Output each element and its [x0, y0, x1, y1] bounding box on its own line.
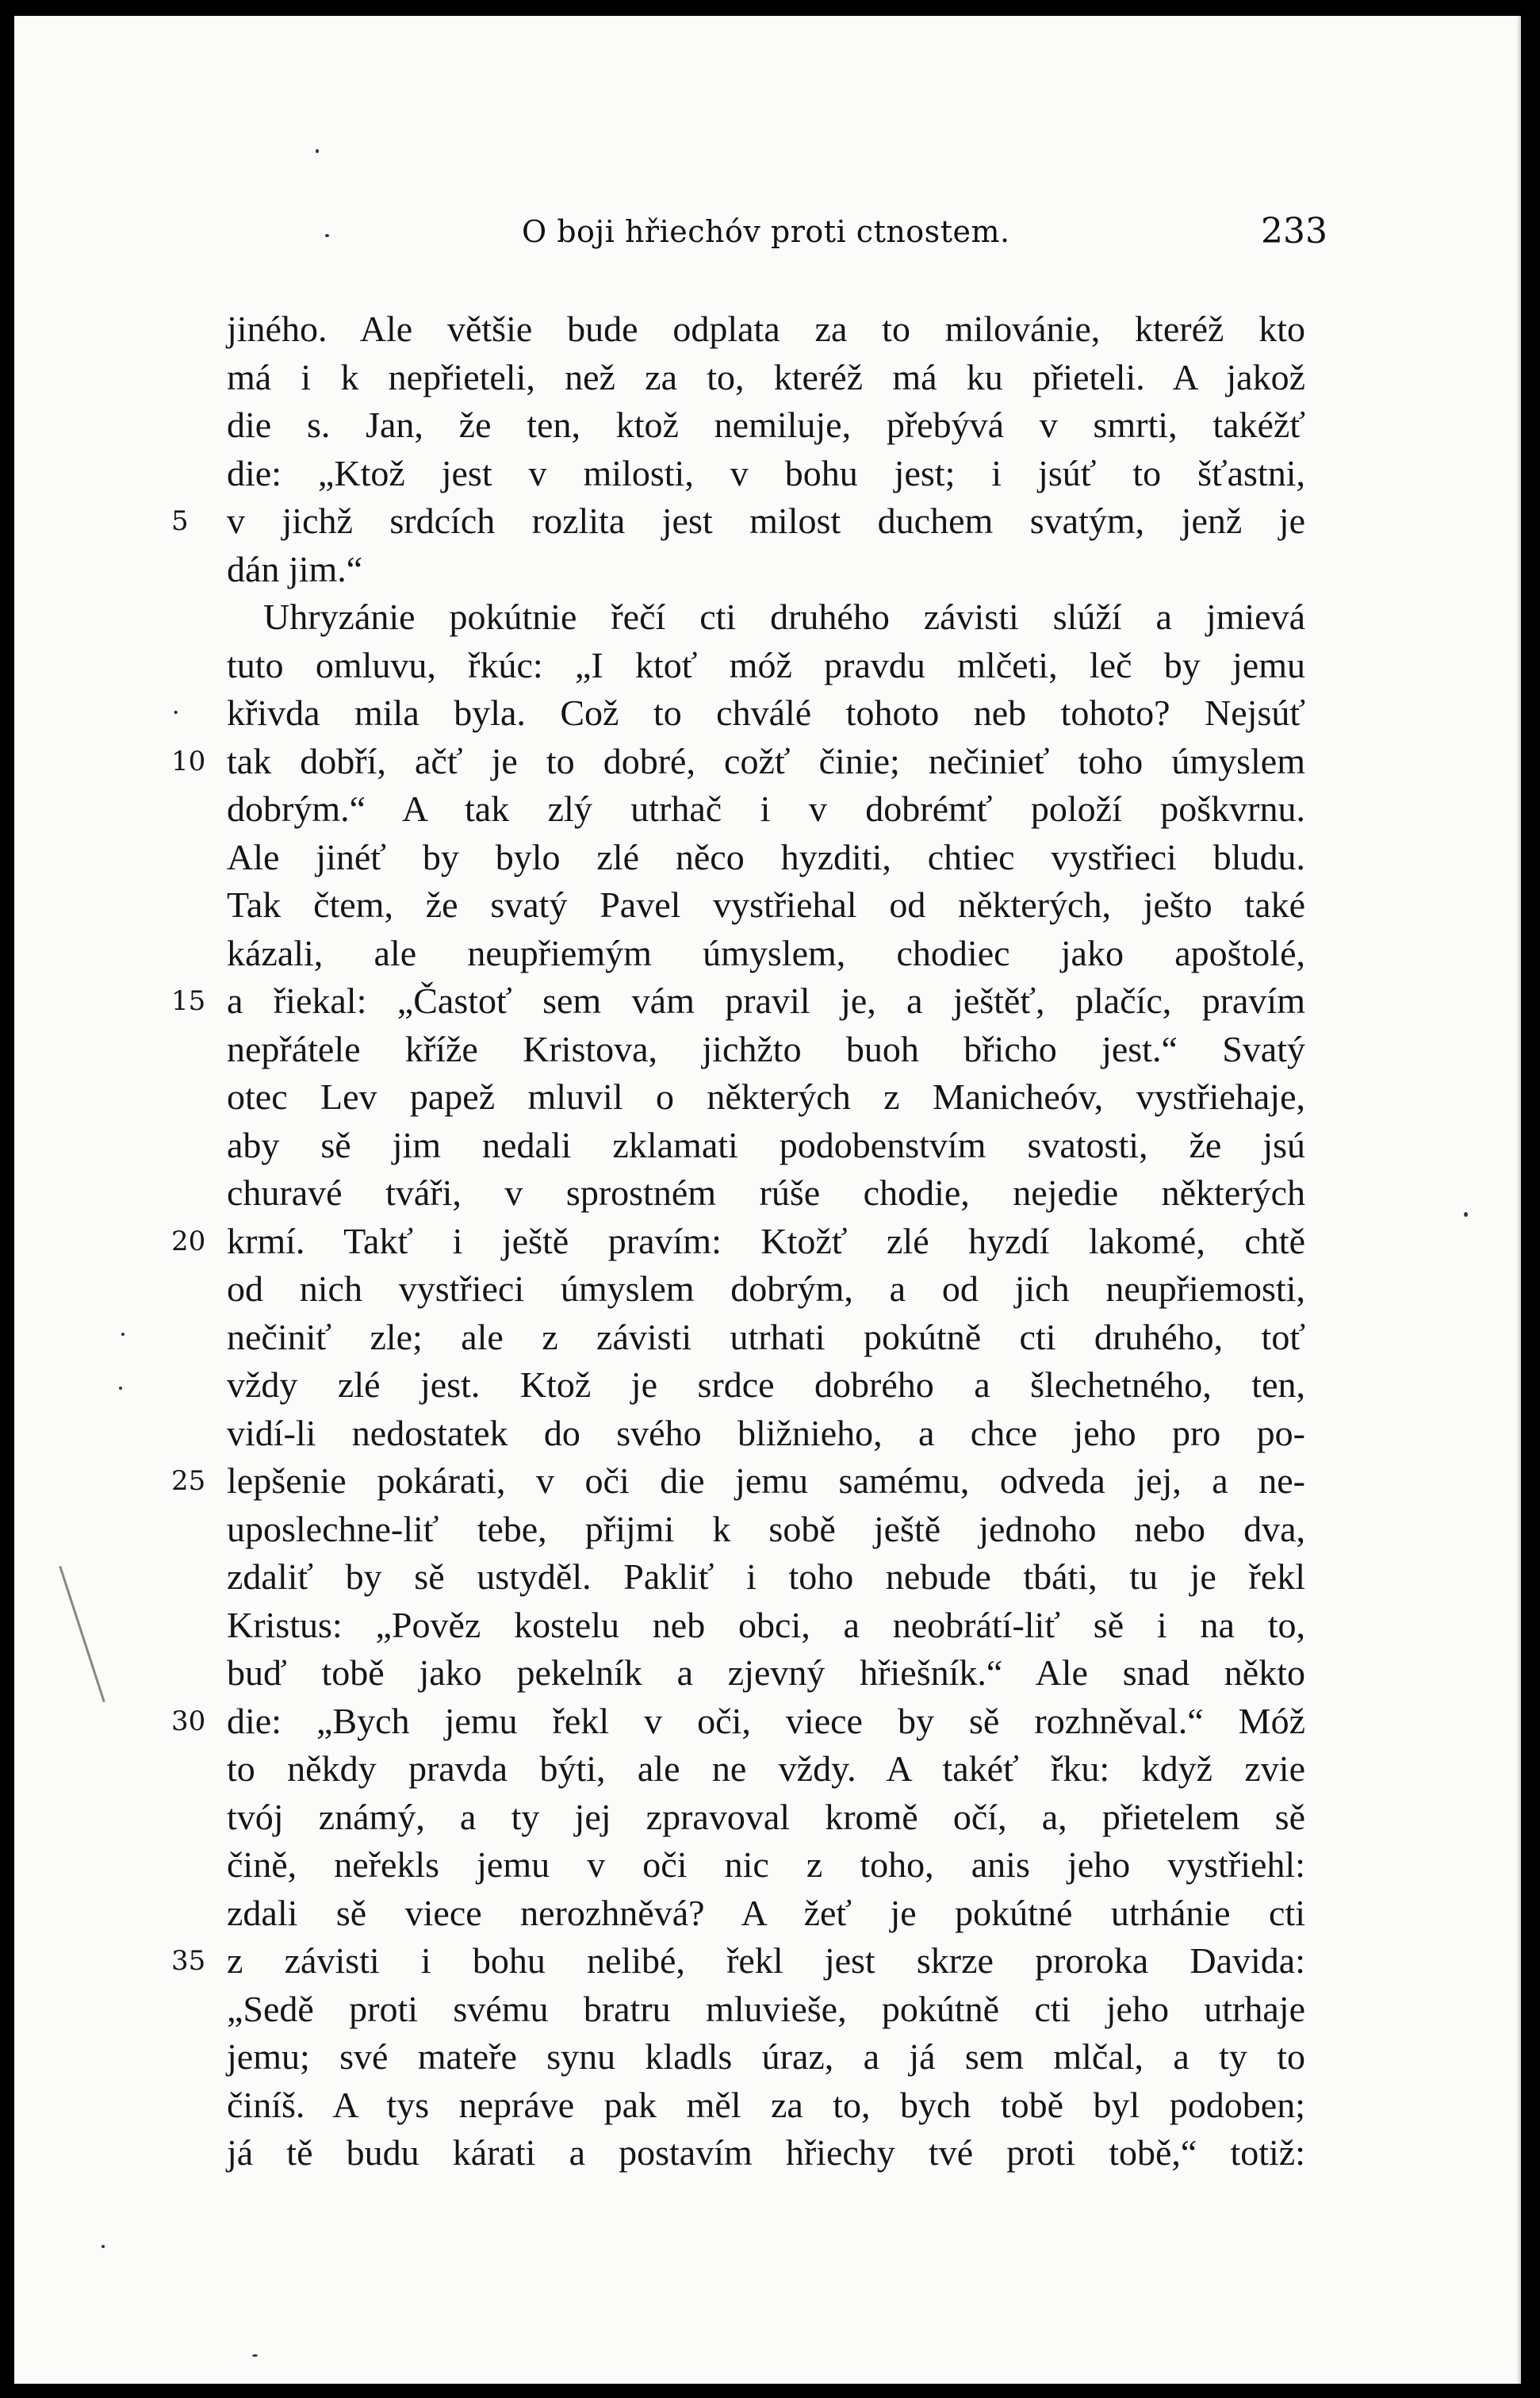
text-line: zdaliť by sě ustyděl. Pakliť i toho nebude tbáti, tu je řekl — [227, 1556, 1305, 1597]
text-line: nečiniť zle; ale z závisti utrhati pokútně cti druhého, toť — [227, 1316, 1305, 1357]
text-line: dán jim.“ — [227, 548, 363, 589]
scan-speck — [252, 2354, 258, 2357]
text-line-content: z závisti i bohu nelibé, řekl jest skrze proroka Davida: — [227, 1940, 1305, 1981]
text-line: činíš. A tys nepráve pak měl za to, bych tobě byl podoben; — [227, 2084, 1305, 2125]
body-text — [171, 305, 1305, 2177]
text-line: čině, neřekls jemu v oči nic z toho, anis jeho vystřiehl: — [227, 1844, 1305, 1885]
scan-speck — [121, 1333, 125, 1336]
text-line-content: krmí. Takť i ještě pravím: Ktožť zlé hyzdí lakomé, chtě — [227, 1220, 1305, 1261]
text-line-content: tak dobří, ačť je to dobré, cožť činie; nečinieť toho úmyslem — [227, 740, 1305, 781]
text-line: má i k nepřieteli, než za to, kteréž má ku přieteli. A jakož — [227, 356, 1305, 397]
scan-speck — [325, 234, 329, 237]
scan-speck — [119, 1387, 122, 1390]
line-number: 30 — [171, 1705, 206, 1737]
text-line-10 — [171, 738, 1305, 786]
text-line: nepřátele kříže Kristova, jichžto buoh břicho jest.“ Svatý — [227, 1028, 1305, 1069]
text-line: zdali sě viece nerozhněvá? A žeť je pokútné utrhánie cti — [227, 1892, 1305, 1933]
line-number: 35 — [171, 1945, 206, 1977]
text-line: Uhryzánie pokútnie řečí cti druhého závisti slúží a jmievá — [263, 597, 1305, 637]
text-line: já tě budu kárati a postavím hřiechy tvé proti tobě,“ totiž: — [227, 2132, 1305, 2173]
text-line: „Sedě proti svému bratru mluvieše, pokútně cti jeho utrhaje — [227, 1988, 1305, 2029]
text-line-5 — [171, 497, 1305, 546]
text-line-30 — [171, 1698, 1305, 1746]
scan-speck — [1464, 1212, 1468, 1217]
text-line: buď tobě jako pekelník a zjevný hřiešník.“ Ale snad někto — [227, 1652, 1305, 1693]
text-line: od nich vystřieci úmyslem dobrým, a od jich neupřiemosti, — [227, 1268, 1305, 1309]
line-number: 25 — [171, 1465, 206, 1497]
scan-speck — [316, 149, 319, 153]
scan-speck — [102, 2245, 105, 2248]
text-line — [171, 689, 1305, 738]
text-line: churavé tváři, v sprostném rúše chodie, nejedie některých — [227, 1172, 1305, 1213]
text-line: aby sě jim nedali zklamati podobenstvím svatosti, že jsú — [227, 1124, 1305, 1165]
text-line: kázali, ale neupřiemým úmyslem, chodiec jako apoštolé, — [227, 932, 1305, 973]
book-page — [14, 16, 1521, 2384]
text-line-content: die: „Bych jemu řekl v oči, viece by sě rozhněval.“ Móž — [227, 1700, 1305, 1741]
text-line: otec Lev papež mluvil o některých z Manicheóv, vystřiehaje, — [227, 1076, 1305, 1117]
text-line: to někdy pravda býti, ale ne vždy. A takéť řku: když zvie — [227, 1748, 1305, 1789]
line-number: 10 — [171, 745, 206, 777]
text-line-content: a řiekal: „Častoť sem vám pravil je, a ještěť, plačíc, pravím — [227, 980, 1305, 1021]
text-line: jemu; své mateře synu kladls úraz, a já sem mlčal, a ty to — [227, 2036, 1305, 2077]
line-number: 15 — [171, 985, 206, 1017]
text-line: tuto omluvu, řkúc: „I ktoť móž pravdu mlčeti, leč by jemu — [227, 644, 1305, 685]
text-line-25 — [171, 1457, 1305, 1506]
text-line: Ale jinéť by bylo zlé něco hyzditi, chtiec vystřieci bludu. — [227, 836, 1305, 877]
text-line: vždy zlé jest. Ktož je srdce dobrého a šlechetného, ten, — [227, 1364, 1305, 1405]
text-line: uposlechne-liť tebe, přijmi k sobě ještě jednoho nebo dva, — [227, 1508, 1305, 1549]
text-line-content: křivda mila byla. Což to chválé tohoto neb tohoto? Nejsúť — [227, 693, 1305, 733]
text-line: die: „Ktož jest v milosti, v bohu jest; i jsúť to šťastni, — [227, 452, 1305, 493]
text-line-content: v jichž srdcích rozlita jest milost duchem svatým, jenž je — [227, 501, 1305, 541]
line-number: 20 — [171, 1225, 206, 1257]
text-line: vidí-li nedostatek do svého bližnieho, a chce jeho pro po- — [227, 1412, 1305, 1453]
text-line: Tak čtem, že svatý Pavel vystřiehal od některých, ješto také — [227, 884, 1305, 925]
running-header-title: O boji hřiechóv proti ctnostem. — [522, 214, 1010, 249]
page-edge-shadow — [1516, 16, 1521, 2384]
text-line-20 — [171, 1218, 1305, 1266]
text-line: jiného. Ale většie bude odplata za to milovánie, kteréž kto — [227, 309, 1305, 349]
text-line-content: lepšenie pokárati, v oči die jemu samému, odveda jej, a ne- — [227, 1460, 1305, 1501]
line-number: 5 — [171, 505, 189, 537]
scan-crease — [59, 1566, 105, 1702]
margin-dot: · — [171, 698, 181, 727]
page-number: 233 — [1261, 211, 1327, 251]
text-line-15 — [171, 977, 1305, 1026]
text-line: dobrým.“ A tak zlý utrhač i v dobrémť položí poškvrnu. — [227, 788, 1305, 829]
text-line: tvój známý, a ty jej zpravoval kromě očí, a, přietelem sě — [227, 1796, 1305, 1837]
text-line-35 — [171, 1937, 1305, 1986]
text-line: Kristus: „Pověz kostelu neb obci, a neobrátí-liť sě i na to, — [227, 1604, 1305, 1645]
text-line: die s. Jan, že ten, ktož nemiluje, přebývá v smrti, takéžť — [227, 405, 1305, 445]
